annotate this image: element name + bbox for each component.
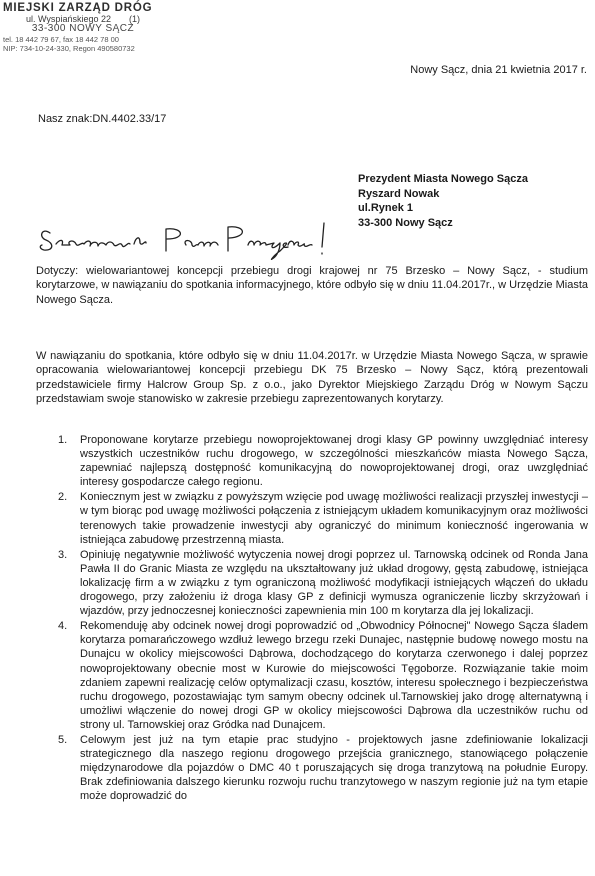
stamp-street: ul. Wyspiańskiego 22	[26, 14, 111, 24]
list-item-text: Koniecznym jest w związku z powyższym wzięcie pod uwagę możliwości realizacji przyszłej inwestycji – w tym biorąc pod uwagę możliwości połączenia z istniejącym układem komunikacyjnym oraz możliwości terenowych takie prowadzenie inwestycji aby ograniczyć do minimum konieczność ingerowania w istniejąca zabudowę przestrzenną miasta.	[80, 491, 588, 546]
addressee-line: Ryszard Nowak	[358, 187, 440, 200]
addressee-block	[358, 172, 528, 230]
list-item-text: Rekomenduję aby odcinek nowej drogi poprowadzić od „Obwodnicy Północnej" Nowego Sącza śladem korytarza pomarańczowego wzdłuż lewego brzegu rzeki Dunajec, następnie budowę nowego mostu na Dunajcu w okolicy miejscowości Dąbrowa, dochodzącego do korytarza czerwonego i dalej poprzez nowoprojektowany obecnie most w Kurowie do miejscowości Tęgoborze. Rozwiązanie takie moim zdaniem zapewni realizację celów optymalizacji czasu, kosztów, interesu społecznego i bezpieczeństwa ruchu drogowego, pozostawiając tym samym obecny odcinek ul.Tarnowskiej jako drogę alternatywną i umożliwi włączenie do nowej drogi GP w okolicy miejscowości Dąbrowa dla uczestników ruchu od strony ul. Tarnowskiej oraz Gródka nad Dunajcem.	[80, 620, 588, 731]
list-item	[58, 490, 588, 546]
handwritten-salutation	[36, 217, 336, 268]
handwriting-icon	[36, 217, 336, 263]
addressee-line: Prezydent Miasta Nowego Sącza	[358, 173, 528, 185]
salutation-text	[336, 217, 337, 218]
list-item	[58, 733, 588, 803]
subject-paragraph: Dotyczy: wielowariantowej koncepcji przebiegu drogi krajowej nr 75 Brzesko – Nowy Sącz, - studium korytarzowe, w nawiązaniu do spotkania informacyjnego, które odbyło się w dniu 11.04.2017r., w Urzędzie Miasta Nowego Sącza.	[36, 265, 588, 306]
addressee-line: 33-300 Nowy Sącz	[358, 216, 453, 229]
list-item	[58, 433, 588, 489]
points-list	[58, 433, 588, 804]
stamp-mark: (1)	[128, 14, 140, 24]
list-item-number: 5.	[58, 733, 68, 746]
list-item-number: 2.	[58, 491, 68, 504]
date-line: Nowy Sącz, dnia 21 kwietnia 2017 r.	[410, 64, 587, 76]
institution-stamp	[3, 2, 163, 53]
list-item	[58, 548, 588, 618]
stamp-nip: NIP: 734-10-24-330, Regon 490580732	[3, 43, 135, 53]
list-item-number: 3.	[58, 548, 68, 561]
list-item-number: 1.	[58, 434, 68, 446]
list-item-text: Proponowane korytarze przebiegu nowoprojektowanej drogi klasy GP powinny uwzględniać interesy wszystkich uczestników ruchu drogowego, w szczególności mieszkańców miasta Nowego Sącza, zapewniać najlepszą dostępność komunikacyjną do nowoprojektowanej drogi, oraz uwzględniać interesy gospodarcze całego regionu.	[80, 434, 588, 489]
stamp-phone: tel. 18 442 79 67, fax 18 442 78 00	[3, 34, 119, 44]
reference-number: Nasz znak:DN.4402.33/17	[38, 113, 167, 125]
stamp-city: 33-300 NOWY SĄCZ	[31, 23, 135, 34]
list-item-number: 4.	[58, 620, 68, 633]
intro-paragraph: W nawiązaniu do spotkania, które odbyło się w dniu 11.04.2017r. w Urzędzie Miasta Nowego Sącza, w sprawie opracowania wielowariantowej koncepcji przebiegu DK 75 Brzesko – Nowy Sącz, którą prezentowali przedstawiciele firmy Halcrow Group Sp. z o.o., jako Dyrektor Miejskiego Zarządu Dróg w Nowym Sączu przedstawiam swoje stanowisko w zakresie przebiegu zaprezentowanych korytarzy.	[36, 350, 588, 405]
list-item-text: Celowym jest już na tym etapie prac studyjno - projektowych jasne zdefiniowanie lokalizacji strategicznego dla naszego regionu drogowego przejścia granicznego, stanowiącego połączenie międzynarodowe dla pojazdów o DMC 40 t poruszających się droga tranzytową na południe Europy. Brak zdefiniowania dalszego kierunku rozwoju ruchu tranzytowego w naszym regionie już na tym etapie może doprowadzić do	[80, 733, 588, 803]
list-item-text: Opiniuję negatywnie możliwość wytyczenia nowej drogi poprzez ul. Tarnowską odcinek od Ronda Jana Pawła II do Granic Miasta ze względu na ukształtowany już układ drogowy, gęstą zabudowę, istniejąca lokalizację firm a w związku z tym ograniczoną możliwość modyfikacji istniejących włączeń do układu drogowego, przy założeniu iż droga klasy GP z definicji wymusza ograniczenie liczby skrzyżowań i wjazdów, przy jednoczesnej konieczności zapewnienia min 100 m korytarza dla jej lokalizacji.	[80, 548, 588, 618]
stamp-title: MIEJSKI ZARZĄD DRÓG	[3, 2, 153, 14]
list-item	[58, 619, 588, 732]
addressee-line: ul.Rynek 1	[358, 202, 414, 214]
